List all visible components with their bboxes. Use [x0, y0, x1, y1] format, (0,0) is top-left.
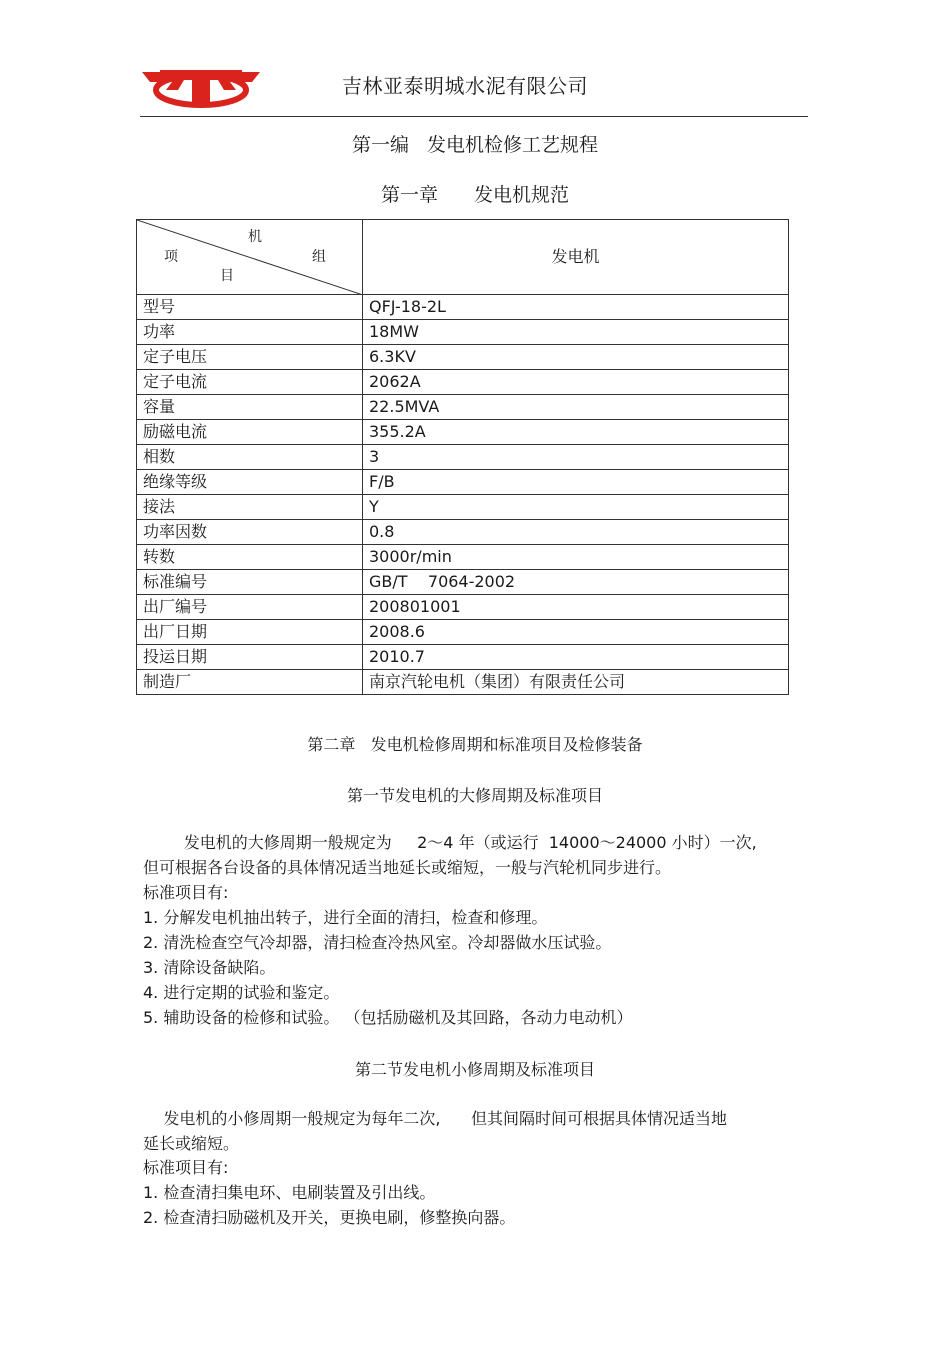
spec-label-cell: 投运日期 — [137, 645, 363, 670]
table-row — [137, 395, 789, 420]
spec-label-cell: 出厂日期 — [137, 620, 363, 645]
table-row — [137, 520, 789, 545]
spec-value-cell: QFJ-18-2L — [363, 295, 789, 320]
table-row — [137, 445, 789, 470]
table-row — [137, 595, 789, 620]
spec-label-cell: 定子电流 — [137, 370, 363, 395]
section1-item-list — [143, 905, 632, 1030]
spec-value-cell: 2010.7 — [363, 645, 789, 670]
spec-value-cell: 6.3KV — [363, 345, 789, 370]
chapter1-name: 发电机规范 — [474, 184, 570, 206]
spec-value-cell: 18MW — [363, 320, 789, 345]
generator-column-header: 发电机 — [363, 220, 789, 295]
table-row — [137, 670, 789, 695]
list-item: 1. 分解发电机抽出转子，进行全面的清扫，检查和修理。 — [143, 908, 548, 927]
table-row — [137, 295, 789, 320]
table-row — [137, 620, 789, 645]
list-item: 2. 清洗检查空气冷却器，清扫检查冷热风室。冷却器做水压试验。 — [143, 933, 612, 952]
spec-value-cell: 200801001 — [363, 595, 789, 620]
table-row — [137, 570, 789, 595]
section2-items-intro: 标准项目有: — [143, 1158, 229, 1177]
spec-value-cell: 22.5MVA — [363, 395, 789, 420]
spec-label-cell: 定子电压 — [137, 345, 363, 370]
spec-value-cell: 355.2A — [363, 420, 789, 445]
spec-value-cell: 2008.6 — [363, 620, 789, 645]
section2-paragraph-line1: 发电机的小修周期一般规定为每年二次, 但其间隔时间可根据具体情况适当地 — [143, 1109, 727, 1128]
table-row — [137, 470, 789, 495]
chapter2-title: 第二章 发电机检修周期和标准项目及检修装备 — [307, 735, 643, 754]
section1-title: 第一节发电机的大修周期及标准项目 — [346, 786, 603, 805]
table-header-row — [137, 220, 789, 295]
table-row — [137, 320, 789, 345]
spec-value-cell: 3000r/min — [363, 545, 789, 570]
company-logo — [140, 60, 262, 112]
diag-label-right: 组 — [312, 249, 326, 265]
list-item: 1. 检查清扫集电环、电刷装置及引出线。 — [143, 1183, 436, 1202]
spec-label-cell: 绝缘等级 — [137, 470, 363, 495]
section1-paragraph-line2: 但可根据各台设备的具体情况适当地延长或缩短，一般与汽轮机同步进行。 — [143, 858, 672, 877]
table-row — [137, 420, 789, 445]
spec-value-cell: 0.8 — [363, 520, 789, 545]
spec-value-cell: GB/T 7064-2002 — [363, 570, 789, 595]
company-name: 吉林亚泰明城水泥有限公司 — [342, 74, 588, 98]
spec-value-cell: 南京汽轮电机（集团）有限责任公司 — [363, 670, 789, 695]
spec-value-cell: F/B — [363, 470, 789, 495]
spec-value-cell: 2062A — [363, 370, 789, 395]
spec-label-cell: 相数 — [137, 445, 363, 470]
spec-label-cell: 励磁电流 — [137, 420, 363, 445]
generator-spec-table — [136, 219, 789, 695]
header-divider — [140, 116, 808, 117]
spec-label-cell: 功率 — [137, 320, 363, 345]
diagonal-header-cell — [137, 220, 363, 295]
spec-label-cell: 制造厂 — [137, 670, 363, 695]
diag-label-left: 项 — [164, 249, 178, 265]
spec-label-cell: 功率因数 — [137, 520, 363, 545]
diag-label-bottom: 目 — [220, 268, 234, 284]
section1-paragraph-line1: 发电机的大修周期一般规定为 2～4 年（或运行 14000～24000 小时）一次, — [143, 833, 757, 852]
spec-label-cell: 出厂编号 — [137, 595, 363, 620]
list-item: 3. 清除设备缺陷。 — [143, 958, 276, 977]
table-row — [137, 495, 789, 520]
section2-paragraph-line2: 延长或缩短。 — [143, 1134, 240, 1153]
list-item: 2. 检查清扫励磁机及开关，更换电刷，修整换向器。 — [143, 1208, 516, 1227]
part-title: 第一编 发电机检修工艺规程 — [351, 134, 599, 156]
spec-label-cell: 容量 — [137, 395, 363, 420]
chapter1-title — [0, 180, 950, 207]
section2-item-list — [143, 1180, 515, 1230]
table-row — [137, 645, 789, 670]
list-item: 5. 辅助设备的检修和试验。 （包括励磁机及其回路，各动力电动机） — [143, 1008, 633, 1027]
list-item: 4. 进行定期的试验和鉴定。 — [143, 983, 340, 1002]
table-row — [137, 545, 789, 570]
spec-label-cell: 转数 — [137, 545, 363, 570]
spec-value-cell: Y — [363, 495, 789, 520]
spec-label-cell: 接法 — [137, 495, 363, 520]
section2-title: 第二节发电机小修周期及标准项目 — [354, 1060, 595, 1079]
diag-label-top: 机 — [248, 229, 262, 245]
table-row — [137, 345, 789, 370]
table-row — [137, 370, 789, 395]
spec-value-cell: 3 — [363, 445, 789, 470]
spec-label-cell: 型号 — [137, 295, 363, 320]
spec-label-cell: 标准编号 — [137, 570, 363, 595]
chapter1-prefix: 第一章 — [380, 184, 438, 206]
section1-items-intro: 标准项目有: — [143, 883, 229, 902]
